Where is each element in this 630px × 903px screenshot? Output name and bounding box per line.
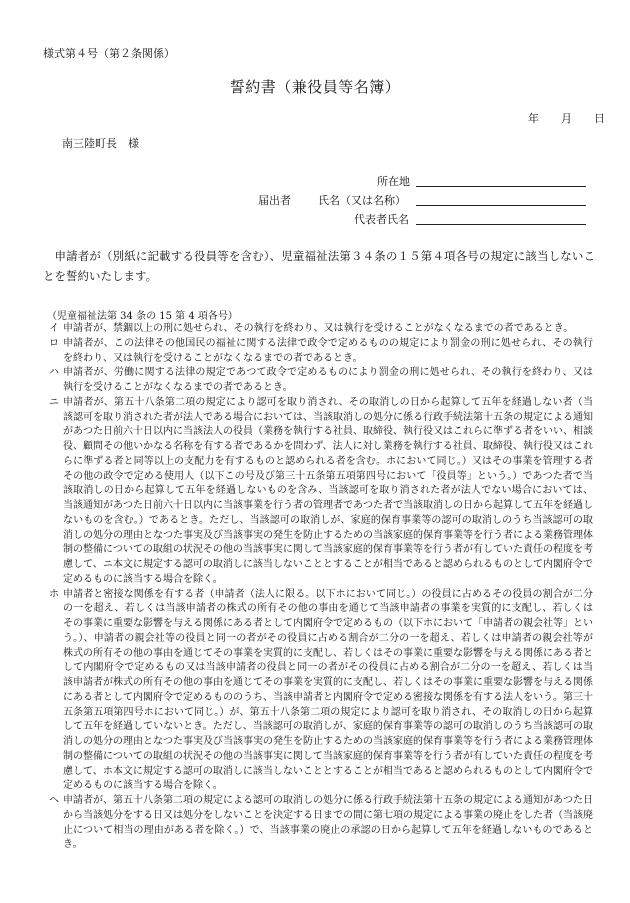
item-text: 申請者が、この法律その他国民の福祉に関する法律で政令で定めるものの規定により罰金の刑に処せられ、その執行を終わり、又は執行を受けることがなくなるまでの者であるとき。 — [63, 337, 593, 364]
list-item — [47, 322, 593, 337]
item-mark: ヘ — [49, 795, 59, 806]
name-label: 氏名（又は名称） — [318, 194, 406, 207]
disqualification-items — [47, 322, 593, 853]
item-mark: イ — [49, 323, 59, 334]
item-mark: ホ — [49, 588, 59, 600]
item-text: 申請者が、第五十八条第二項の規定により認可を取り消され、その取消しの日から起算して五年を経過しない者（当該認可を取り消された者が法人である場合においては、当該取消しの処分に係る行政手続法第十五条の規定による通知があつた日前六十日以内に当該法人の役員（業務を執行する社員、取締役、執行役又はこれらに準ずる者をいい、相談役、顧問その他いかなる名称を有する者であるかを問わず、法人に対し業務を執行する社員、取締役、執行役又はこれらに準ずる者と同等以上の支配力を有するものと認められる者を含む。ホにおいて同じ。）又はその事業を管理する者その他の政令で定める使用人（以下この号及び第三十五条第五項第四号において「役員等」という。）であつた者で当該取消しの日から起算して五年を経過しないものを含み、当該認可を取り消された者が法人でない場合においては、当該通知があつた日前六十日以内に当該事業を行う者の管理者であつた者で当該取消しの日から起算して五年を経過しないものを含む。）であるとき。ただし、当該認可の取消しが、家庭的保育事業等の認可の取消しのうち当該認可の取消しの処分の理由となつた事実及び当該事実の発生を防止するための当該家庭的保育事業等を行う者による業務管理体制の整備についての取組の状況その他の当該事実に関して当該家庭的保育事業等を行う者が有していた責任の程度を考慮して、ニ本文に規定する認可の取消しに該当しないこととすることが相当であると認められるものとして内閣府令で定めるものに該当する場合を除く。 — [63, 396, 593, 585]
item-mark: ニ — [49, 396, 59, 408]
list-item — [47, 794, 593, 853]
item-mark: ハ — [49, 367, 59, 379]
item-mark: ロ — [49, 337, 59, 349]
pledge-statement: 申請者が（別紙に記載する役員等を含む）、児童福祉法第３４条の１５第４項各号の規定に該当しないことを誓約いたします。 — [43, 249, 595, 283]
list-item — [47, 337, 593, 367]
item-text: 申請者と密接な関係を有する者（申請者（法人に限る。以下ホにおいて同じ。）の役員に占めるその役員の割合が二分の一を超え、若しくは当該申請者の株式の所有その他の事由を通じて当該申請者の事業を実質的に支配し、若しくはその事業に重要な影響を与える関係にある者として内閣府令で定めるもの（以下ホにおいて「申請者の親会社等」という。）、申請者の親会社等の役員と同一の者がその役員に占める割合が二分の一を超え、若しくは申請者の親会社等が株式の所有その他の事由を通じてその事業を実質的に支配し、若しくはその事業に重要な影響を与える関係にある者として内閣府令で定めるもの又は当該申請者の役員と同一の者がその役員に占める割合が二分の一を超え、若しくは当該申請者が株式の所有その他の事由を通じてその事業を実質的に支配し、若しくはその事業に重要な影響を与える関係にある者として内閣府令で定めるもののうち、当該申請者と内閣府令で定める密接な関係を有する法人をいう。第三十五条第五項第四号ホにおいて同じ。）が、第五十八条第二項の規定により認可を取り消され、その取消しの日から起算して五年を経過していないとき。ただし、当該認可の取消しが、家庭的保育事業等の認可の取消しのうち当該認可の取消しの処分の理由となつた事実及び当該事実の発生を防止するための当該家庭的保育事業等を行う者による業務管理体制の整備についての取組の状況その他の当該事実に関して当該家庭的保育事業等を行う者が有していた責任の程度を考慮して、ホ本文に規定する認可の取消しに該当しないこととすることが相当であると認められるものとして内閣府令で定めるものに該当する場合を除く。 — [63, 588, 593, 792]
representative-label: 代表者氏名 — [354, 213, 409, 226]
item-text: 申請者が、第五十八条第二項の規定による認可の取消しの処分に係る行政手続法第十五条の規定による通知があつた日から当該処分をする日又は処分をしないことを決定する日までの間に第七項の規定による事業の廃止をした者（当該廃止について相当の理由がある者を除く。）で、当該事業の廃止の承認の日から起算して五年を経過しないものであるとき。 — [63, 795, 593, 851]
list-item — [47, 396, 593, 588]
submitter-label: 届出者 — [258, 194, 291, 207]
addressee: 南三陸町長 様 — [62, 137, 139, 150]
date-line: 年 月 日 — [528, 112, 605, 125]
name-field[interactable] — [416, 205, 586, 206]
list-item — [47, 366, 593, 396]
item-text: 申請者が、禁錮以上の刑に処せられ、その執行を終わり、又は執行を受けることがなくなるまでの者であるとき。 — [63, 323, 574, 334]
form-number: 様式第４号（第２条関係） — [43, 47, 175, 60]
address-field[interactable] — [416, 186, 586, 187]
list-item — [47, 588, 593, 795]
representative-field[interactable] — [416, 224, 586, 225]
law-reference: （児童福祉法第 34 条の 15 第 4 項各号） — [47, 311, 238, 322]
item-text: 申請者が、労働に関する法律の規定であつて政令で定めるものにより罰金の刑に処せられ、その執行を終わり、又は執行を受けることがなくなるまでの者であるとき。 — [63, 367, 593, 393]
document-title: 誓約書（兼役員等名簿） — [229, 78, 401, 96]
address-label: 所在地 — [377, 175, 410, 188]
